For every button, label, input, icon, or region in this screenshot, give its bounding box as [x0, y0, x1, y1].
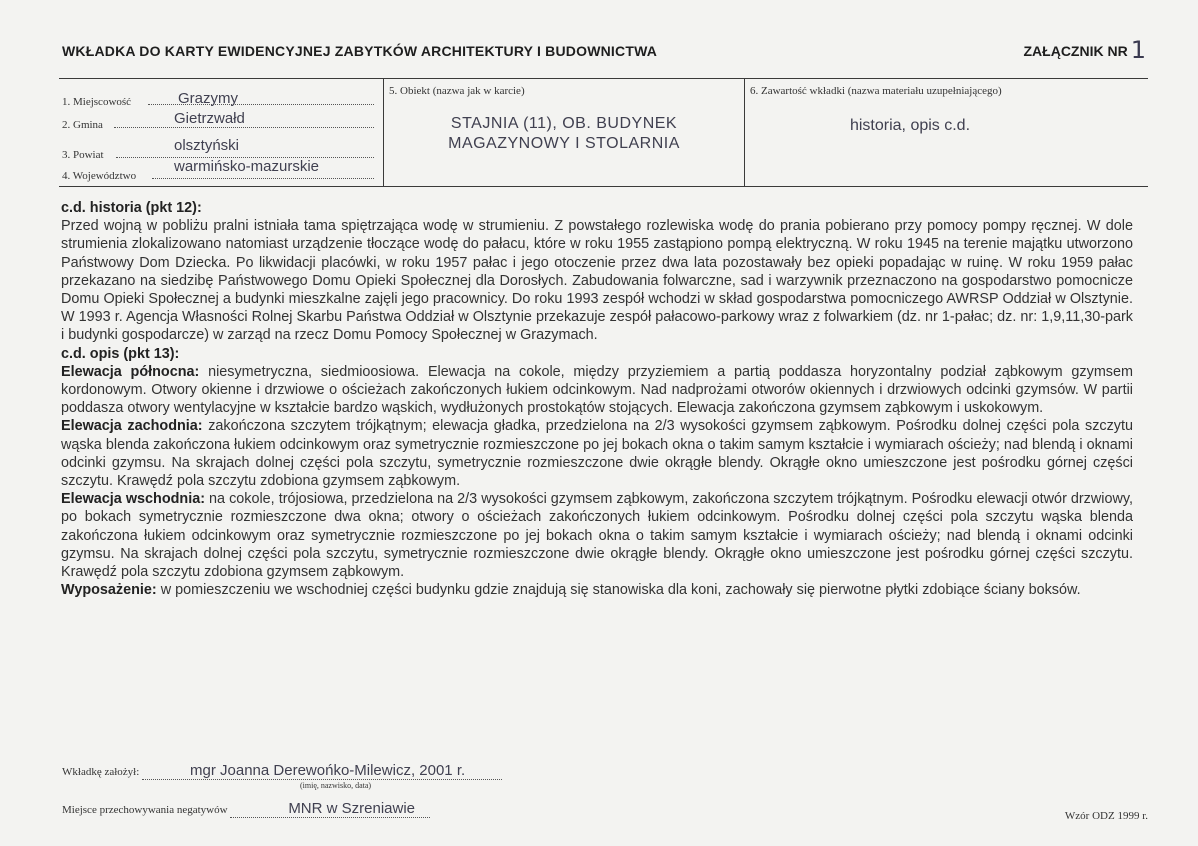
equipment-title: Wyposażenie: [61, 582, 157, 599]
east-elevation-title: Elewacja wschodnia: [61, 491, 205, 508]
table-top-border [59, 78, 1148, 79]
west-elevation-text: zakończona szczytem trójkątnym; elewacja gładka, przedzielona na 2/3 wysokości gzymsem ząbkowym. Pośrodku dolnej części pola szczytu wąska blenda zakończona łukiem odcinkowym oraz symetrycznie rozmieszczone po jej bokach okna o takim samym kształcie i wymiarach ościeży; nad blendą i oknami odcinki gzymsu. Na skrajach dolnej części pola szczytu, symetrycznie rozmieszczone dwie okrągłe blendy. Okrągłe okno umieszczone jest pośrodku górnej części szczytu. Krawędź pola szczytu zdobiona gzymsem ząbkowym. [61, 418, 1134, 490]
contents-value: historia, opis c.d. [849, 117, 971, 134]
object-name [384, 114, 744, 154]
commune-value: Gietrzwałd [174, 110, 245, 127]
form-template-id: Wzór ODZ 1999 r. [1064, 810, 1148, 822]
annex-label: ZAŁĄCZNIK NR [1023, 43, 1128, 59]
object-name-line-1: STAJNIA (11), OB. BUDYNEK [450, 115, 678, 132]
annex-number-value: 1 [1130, 36, 1146, 64]
negatives-row [62, 800, 430, 818]
contents-label: 6. Zawartość wkładki (nazwa materiału uzupełniającego) [750, 85, 1002, 97]
voivodeship-dotted-line [152, 178, 374, 179]
north-elevation-title: Elewacja północna: [61, 363, 200, 380]
description-heading: c.d. opis (pkt 13): [61, 345, 180, 362]
county-label: 3. Powiat [62, 149, 104, 161]
equipment-text: w pomieszczeniu we wschodniej części budynku gdzie znajdują się stanowiska dla koni, zachowały się pierwotne płytki zdobiące ściany boksów. [160, 582, 1081, 599]
author-row [62, 762, 502, 780]
annex-number [1024, 36, 1147, 64]
west-elevation-paragraph [61, 417, 1133, 490]
commune-dotted-line [114, 127, 374, 128]
author-value: mgr Joanna Derewońko-Milewicz, 2001 r. [142, 762, 502, 780]
north-elevation-paragraph [61, 363, 1133, 418]
equipment-paragraph [61, 581, 1133, 599]
table-bottom-border [59, 186, 1148, 187]
voivodeship-field [62, 158, 374, 182]
history-paragraph: Przed wojną w pobliżu pralni istniała tama spiętrzająca wodę w strumieniu. Z powstałego rozlewiska wodę do prania pobierano przy pomocy pompy ręcznej. W dole strumienia zlokalizowano natomiast urządzenie tłoczące wodę do pałacu, które w roku 1955 zastąpiono pompą elektryczną. W roku 1945 na terenie majątku utworzono Państwowy Dom Dziecka. Po likwidacji placówki, w roku 1957 pałac i jego otoczenie przez dwa lata pozostawały bez opieki popadając w ruinę. W roku 1959 pałac przekazano na siedzibę Państwowego Domu Opieki Społecznej dla Dorosłych. Zabudowania folwarczne, sad i warzywnik przeznaczono na gospodarstwo pomocnicze Domu Opieki Społecznej a budynki mieszkalne zajęli jego pracownicy. Do roku 1993 zespół wchodzi w skład gospodarstwa pomocniczego AWRSP Oddział w Olsztynie. W 1993 r. Agencja Własności Rolnej Skarbu Państwa Oddział w Olsztynie przekazuje zespół pałacowo-parkowy wraz z folwarkiem (dz. nr 1-pałac; dz. nr: 1,9,11,30-park i budynki gospodarcze) w zarząd na rzecz Domu Pomocy Społecznej w Grazymach. [61, 218, 1133, 344]
negatives-value: MNR w Szreniawie [230, 800, 430, 818]
main-text [61, 199, 1133, 599]
north-elevation-text: niesymetryczna, siedmioosiowa. Elewacja na cokole, między przyziemiem a partią poddasza horyzontalny podział ząbkowym gzymsem kordonowym. Otwory okienne i drzwiowe o ościeżach zakończonych łukiem odcinkowym. Nad nadprożami otworów okiennych i drzwiowych odcinki gzymsów. W partii poddasza otwory wentylacyjne w kształcie bardzo wąskich, wydłużonych prostokątów stojących. Elewacja zakończona gzymsem ząbkowym i uskokowym. [61, 363, 1133, 417]
history-heading: c.d. historia (pkt 12): [61, 200, 202, 216]
author-label: Wkładkę założył: [62, 766, 140, 778]
locality-label: 1. Miejscowość [62, 96, 132, 108]
negatives-label: Miejsce przechowywania negatywów [62, 804, 228, 816]
east-elevation-paragraph [61, 490, 1133, 581]
object-name-line-2: MAGAZYNOWY I STOLARNIA [448, 135, 680, 152]
voivodeship-label: 4. Województwo [62, 170, 137, 182]
form-title: WKŁADKA DO KARTY EWIDENCYJNEJ ZABYTKÓW ARCHITEKTURY I BUDOWNICTWA [62, 43, 658, 59]
west-elevation-title: Elewacja zachodnia: [61, 418, 203, 435]
voivodeship-value: warmińsko-mazurskie [174, 158, 320, 175]
commune-label: 2. Gmina [62, 119, 103, 131]
commune-field [62, 110, 374, 131]
east-elevation-text: na cokole, trójosiowa, przedzielona na 2/3 wysokości gzymsem ząbkowym, zakończona szczytem trójkątnym. Pośrodku elewacji otwór drzwiowy, po bokach symetrycznie rozmieszczone dwa okna; otwory o ościeżach zakończonych łukiem odcinkowym. Pośrodku dolnej części pola szczytu wąska blenda zakończona łukiem odcinkowym oraz symetrycznie rozmieszczone po jej bokach okna o takim samym kształcie i wymiarach ościeży; nad blendą i oknami odcinki gzymsu. Na skrajach dolnej części pola szczytu, symetrycznie rozmieszczone dwie okrągłe blendy. Okrągłe okno umieszczone jest pośrodku górnej części szczytu. Krawędź pola szczytu zdobiona gzymsem ząbkowym. [61, 491, 1133, 581]
locality-field [62, 92, 374, 108]
author-note: (imię, nazwisko, data) [300, 781, 372, 790]
county-value: olsztyński [174, 137, 240, 154]
object-label: 5. Obiekt (nazwa jak w karcie) [389, 85, 525, 97]
locality-value: Grazymy [178, 90, 238, 107]
